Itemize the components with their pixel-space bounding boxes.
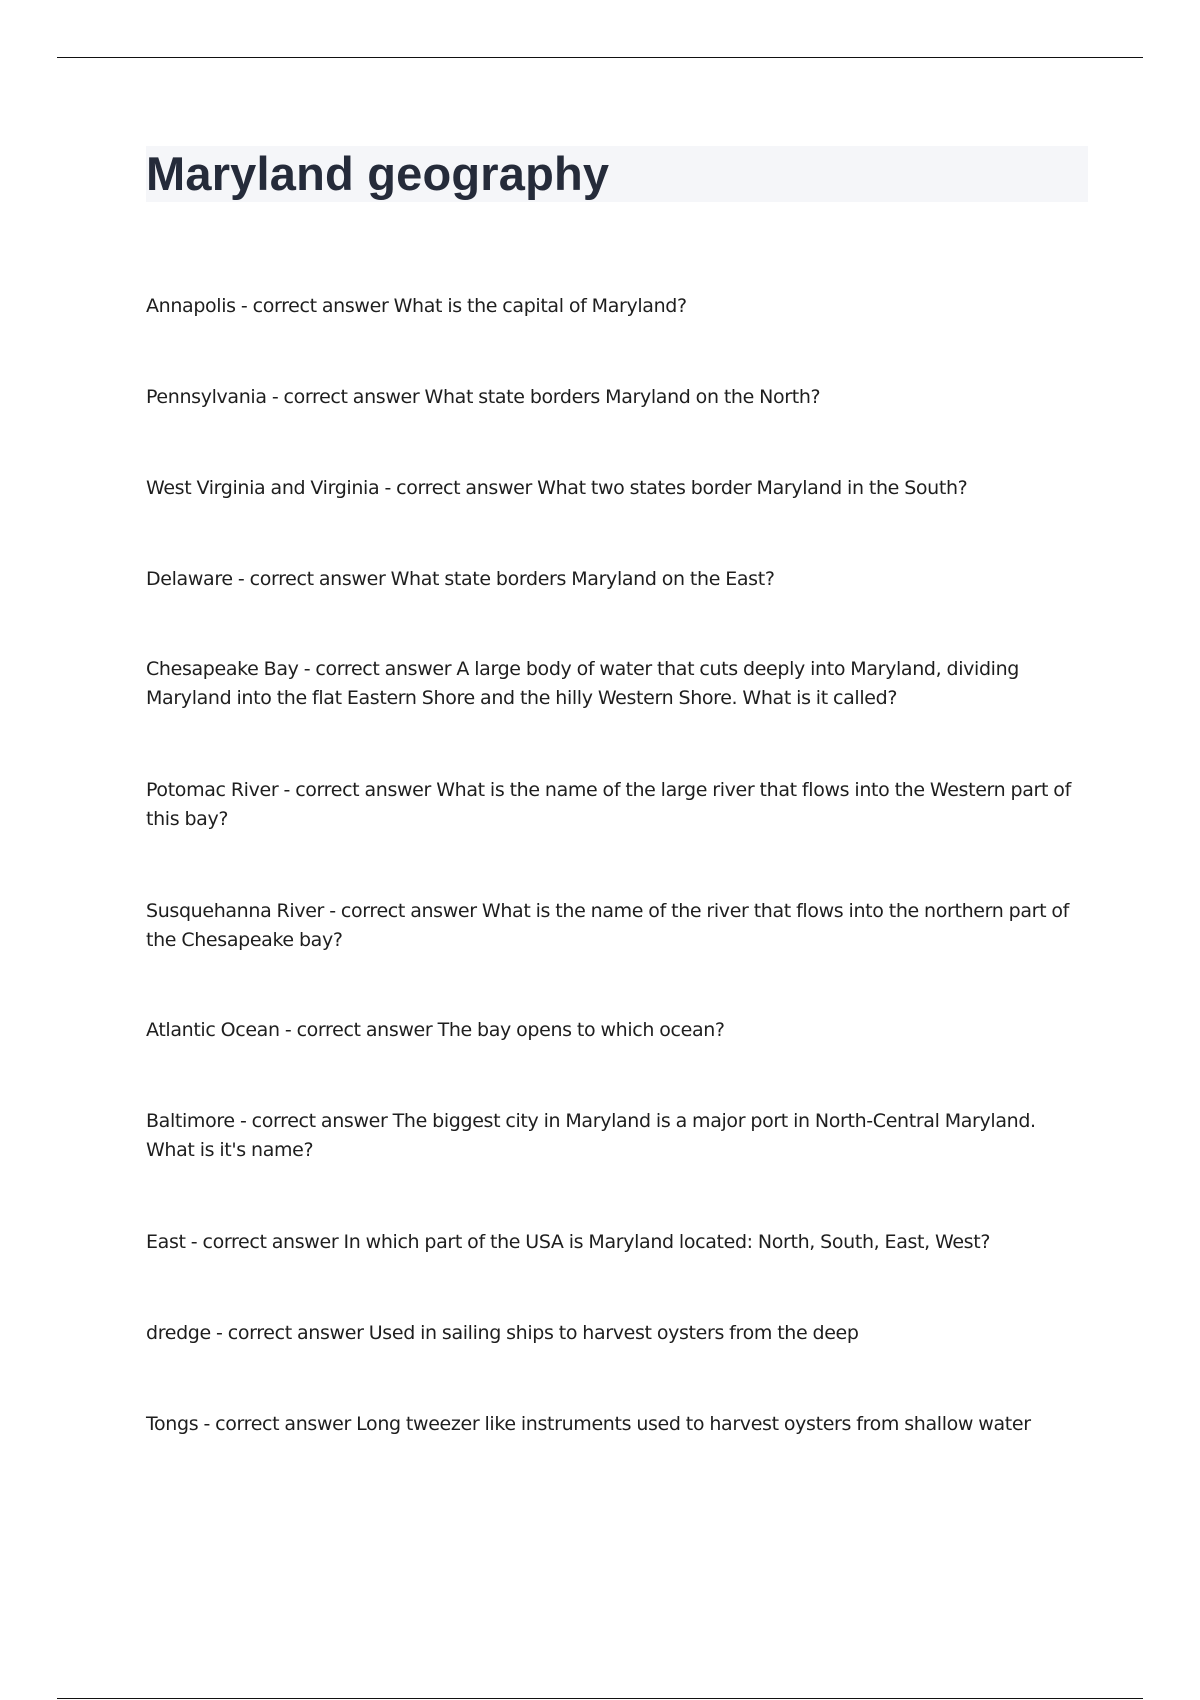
- qa-term: Pennsylvania: [146, 386, 267, 408]
- answer-marker: correct answer: [283, 386, 420, 408]
- qa-separator: -: [279, 1019, 297, 1041]
- qa-item: [146, 897, 1088, 955]
- answer-marker: correct answer: [215, 1413, 351, 1435]
- answer-marker: correct answer: [202, 1231, 339, 1253]
- qa-question: In which part of the USA is Maryland located: North, South, East, West?: [343, 1231, 991, 1253]
- qa-term: Chesapeake Bay: [146, 658, 299, 680]
- qa-term: West Virginia and Virginia: [146, 477, 380, 499]
- answer-marker: correct answer: [251, 1110, 388, 1132]
- qa-question: What is the capital of Maryland?: [393, 295, 687, 317]
- qa-item: [146, 1016, 1088, 1045]
- answer-marker: correct answer: [295, 779, 431, 801]
- qa-question: What is the name of the river that flows into the northern part of the Chesapeake bay?: [146, 900, 1069, 951]
- qa-item: [146, 1228, 1088, 1257]
- qa-question: The biggest city in Maryland is a major port in North-Central Maryland. What is it's name?: [146, 1110, 1036, 1161]
- answer-marker: correct answer: [252, 295, 389, 317]
- answer-marker: correct answer: [315, 658, 452, 680]
- qa-separator: -: [298, 658, 316, 680]
- qa-separator: -: [232, 568, 250, 590]
- qa-separator: -: [234, 1110, 252, 1132]
- qa-question: What is the name of the large river that flows into the Western part of this bay?: [146, 779, 1071, 830]
- qa-term: Atlantic Ocean: [146, 1019, 280, 1041]
- qa-item: [146, 1319, 1088, 1348]
- header-rule: [57, 57, 1143, 58]
- qa-item: [146, 292, 1088, 321]
- qa-term: Susquehanna River: [146, 900, 325, 922]
- footer-rule: [57, 1698, 1143, 1699]
- qa-item: [146, 1410, 1088, 1439]
- qa-separator: -: [185, 1231, 203, 1253]
- qa-term: dredge: [146, 1322, 211, 1344]
- qa-separator: -: [235, 295, 253, 317]
- qa-question: Long tweezer like instruments used to harvest oysters from shallow water: [356, 1413, 1031, 1435]
- qa-separator: -: [210, 1322, 228, 1344]
- qa-item: [146, 383, 1088, 412]
- qa-question: What state borders Maryland on the East?: [390, 568, 775, 590]
- qa-separator: -: [198, 1413, 216, 1435]
- qa-item: [146, 565, 1088, 594]
- qa-question: What two states border Maryland in the South?: [537, 477, 968, 499]
- answer-marker: correct answer: [396, 477, 532, 499]
- answer-marker: correct answer: [249, 568, 386, 590]
- qa-question: A large body of water that cuts deeply into Maryland, dividing Maryland into the flat Eastern Shore and the hilly Western Shore. What is it called?: [146, 658, 1019, 709]
- answer-marker: correct answer: [227, 1322, 364, 1344]
- qa-term: Potomac River: [146, 779, 279, 801]
- qa-item: [146, 776, 1088, 834]
- qa-question: Used in sailing ships to harvest oysters from the deep: [368, 1322, 859, 1344]
- qa-term: Tongs: [146, 1413, 199, 1435]
- qa-term: Delaware: [146, 568, 233, 590]
- answer-marker: correct answer: [296, 1019, 433, 1041]
- qa-item: [146, 655, 1088, 713]
- qa-term: Annapolis: [146, 295, 236, 317]
- qa-separator: -: [379, 477, 397, 499]
- qa-term: Baltimore: [146, 1110, 235, 1132]
- qa-question: The bay opens to which ocean?: [437, 1019, 725, 1041]
- qa-item: [146, 474, 1088, 503]
- qa-separator: -: [266, 386, 284, 408]
- qa-term: East: [146, 1231, 186, 1253]
- qa-item: [146, 1107, 1088, 1165]
- page-title: Maryland geography: [146, 147, 610, 200]
- qa-question: What state borders Maryland on the North?: [424, 386, 821, 408]
- qa-separator: -: [278, 779, 296, 801]
- answer-marker: correct answer: [340, 900, 477, 922]
- qa-separator: -: [324, 900, 341, 922]
